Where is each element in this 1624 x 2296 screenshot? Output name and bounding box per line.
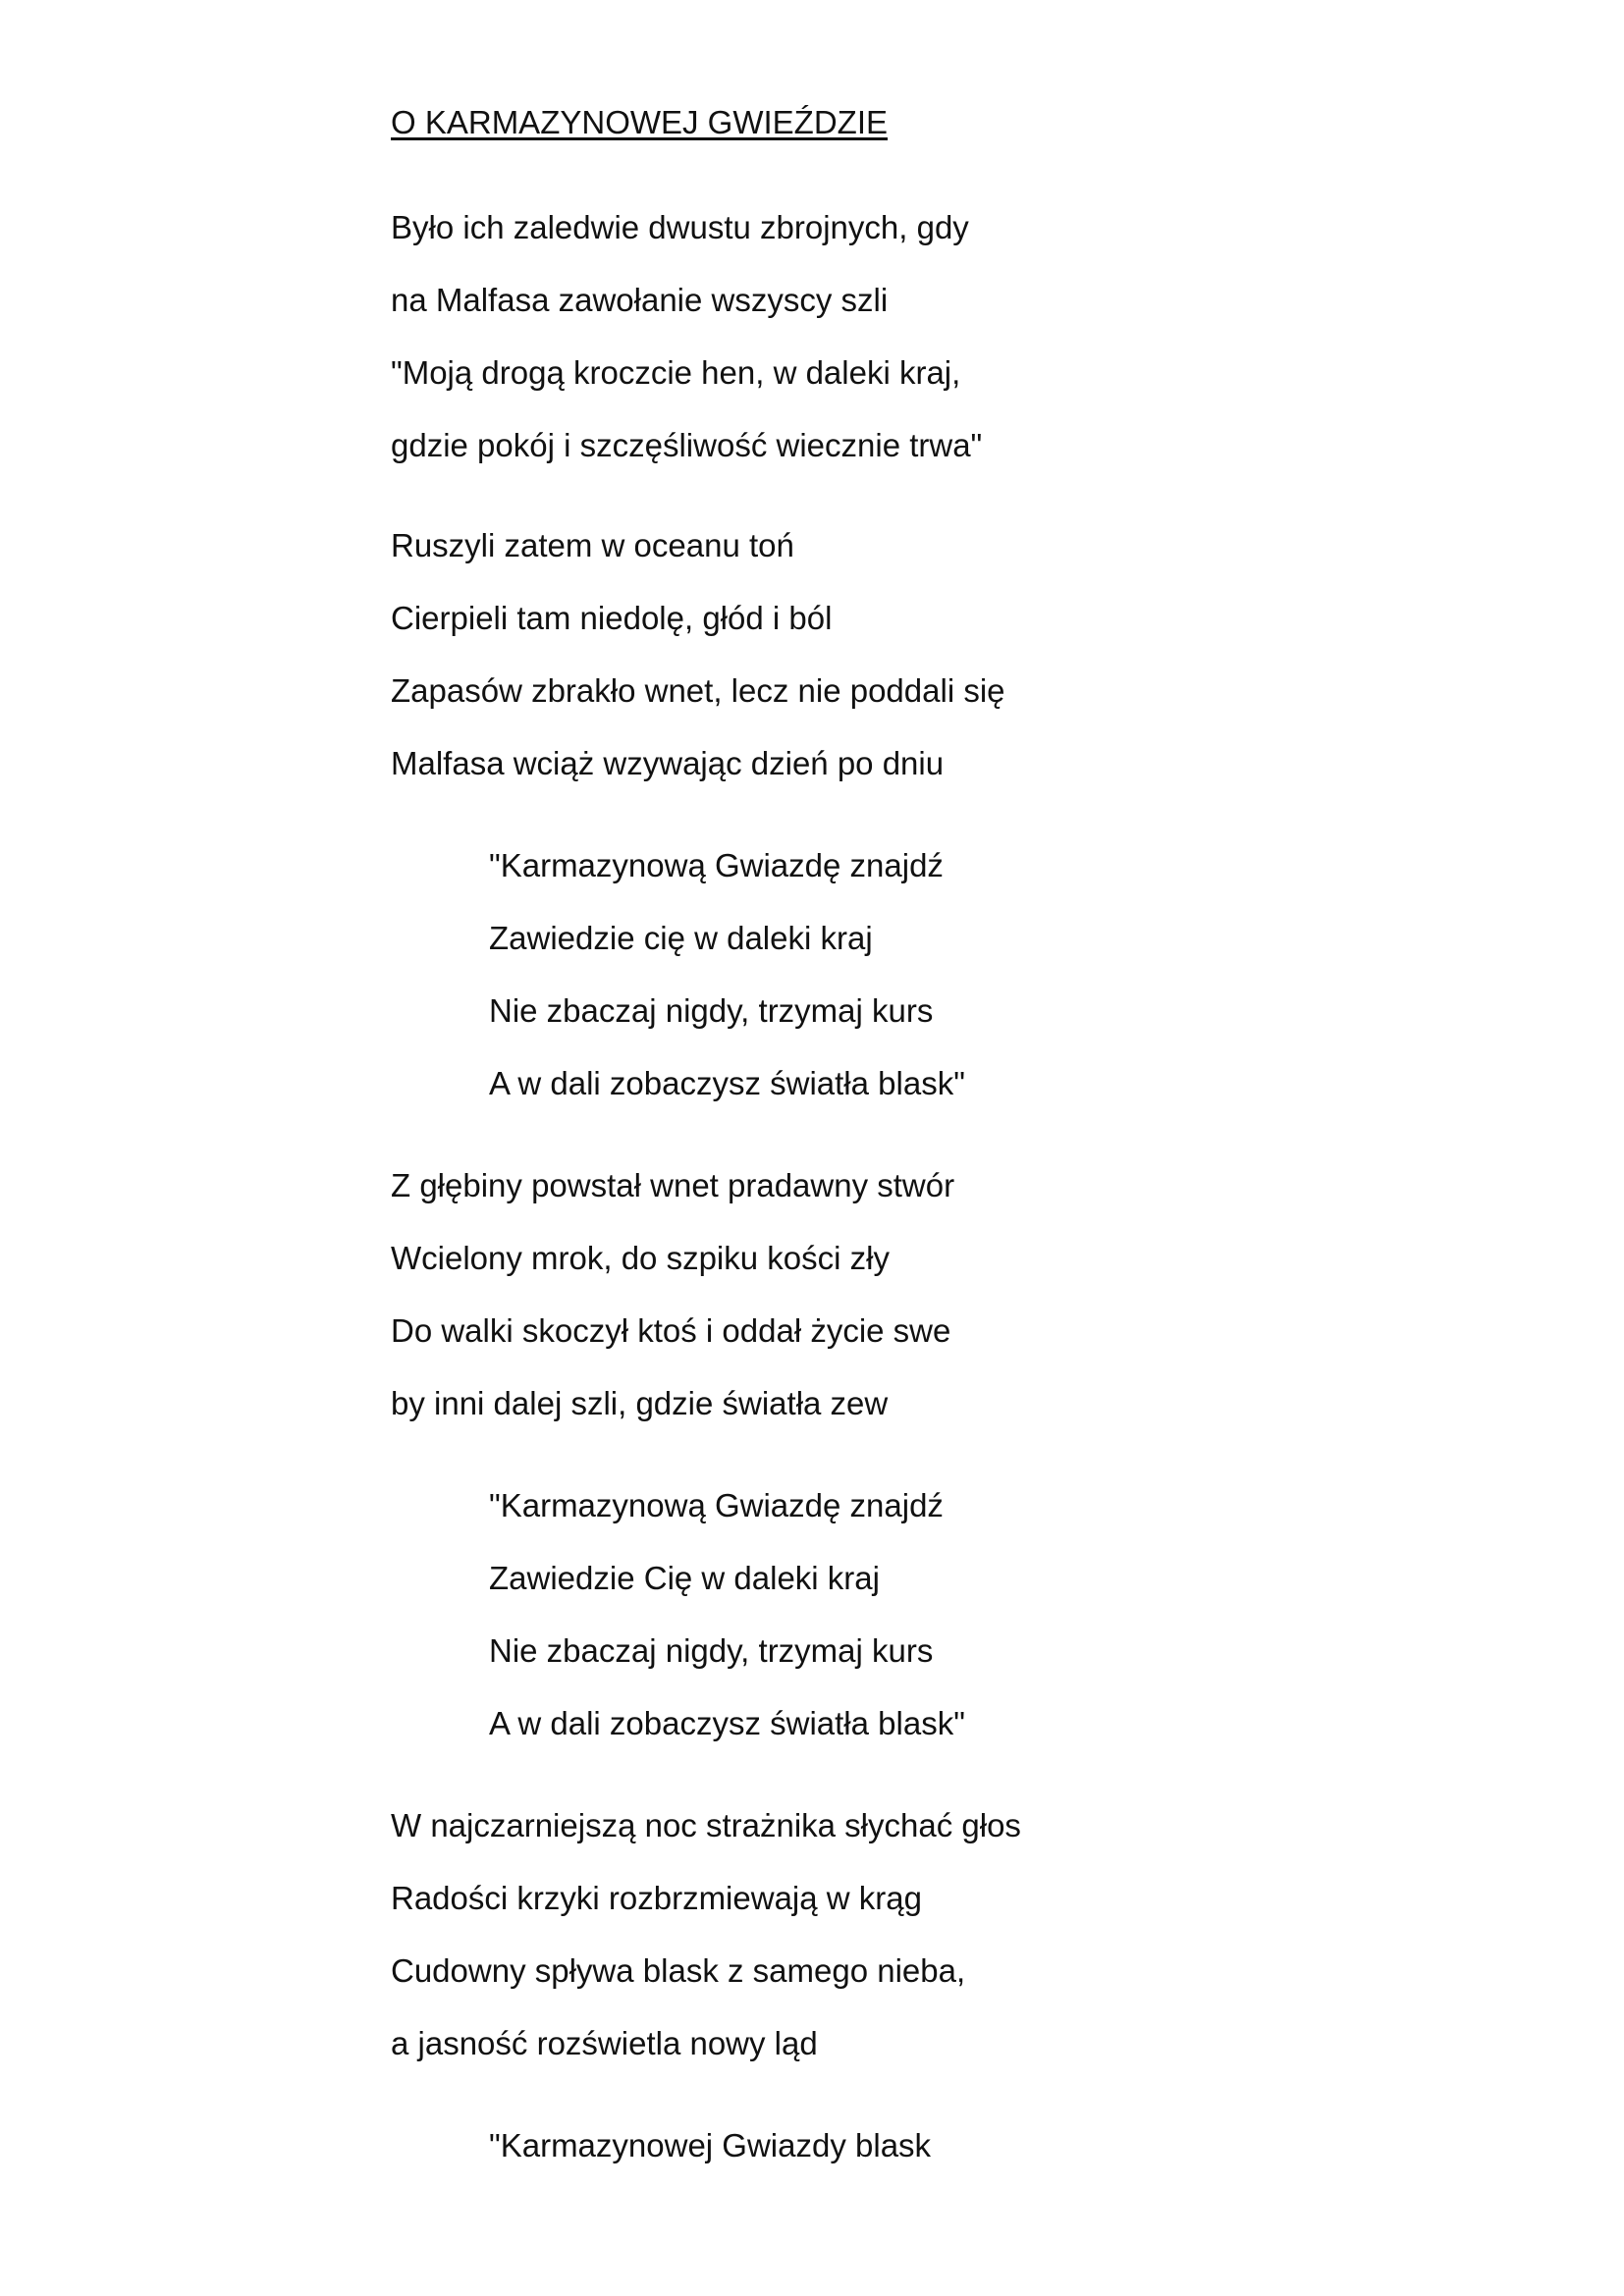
poem-line: A w dali zobaczysz światła blask": [489, 1705, 965, 1741]
poem-line: a jasność rozświetla nowy ląd: [391, 2025, 818, 2061]
poem-line: by inni dalej szli, gdzie światła zew: [391, 1385, 889, 1421]
poem-line: Radości krzyki rozbrzmiewają w krąg: [391, 1880, 922, 1916]
stanza-2: [391, 526, 1005, 817]
poem-line: Wcielony mrok, do szpiku kości zły: [391, 1240, 890, 1276]
stanza-4: [391, 1806, 1021, 2097]
poem-title: O KARMAZYNOWEJ GWIEŹDZIE: [391, 104, 889, 140]
poem-line: Było ich zaledwie dwustu zbrojnych, gdy: [391, 209, 969, 245]
poem-line: Cierpieli tam niedolę, głód i ból: [391, 600, 833, 636]
poem-line: Ruszyli zatem w oceanu toń: [391, 527, 794, 563]
poem-line: Malfasa wciąż wzywając dzień po dniu: [391, 745, 945, 781]
refrain-3: [489, 2126, 931, 2199]
poem-line: gdzie pokój i szczęśliwość wiecznie trwa": [391, 427, 983, 463]
poem-line: Do walki skoczył ktoś i oddał życie swe: [391, 1312, 951, 1349]
poem-line: Zawiedzie Cię w daleki kraj: [489, 1560, 880, 1596]
poem-line: "Moją drogą kroczcie hen, w daleki kraj,: [391, 354, 961, 391]
poem-line: na Malfasa zawołanie wszyscy szli: [391, 282, 889, 318]
poem-line: Zawiedzie cię w daleki kraj: [489, 920, 873, 956]
poem-line: Zapasów zbrakło wnet, lecz nie poddali się: [391, 672, 1005, 709]
stanza-1: [391, 208, 982, 499]
poem-line: Z głębiny powstał wnet pradawny stwór: [391, 1167, 955, 1203]
poem-line: A w dali zobaczysz światła blask": [489, 1065, 965, 1101]
poem-line: Cudowny spływa blask z samego nieba,: [391, 1952, 966, 1989]
poem-line: Nie zbaczaj nigdy, trzymaj kurs: [489, 1632, 934, 1669]
poem-line: "Karmazynowej Gwiazdy blask: [489, 2127, 932, 2163]
poem-line: W najczarniejszą noc strażnika słychać głos: [391, 1807, 1021, 1843]
refrain-2: [489, 1486, 965, 1777]
stanza-3: [391, 1166, 954, 1457]
refrain-1: [489, 846, 965, 1137]
poem-line: Nie zbaczaj nigdy, trzymaj kurs: [489, 992, 934, 1029]
poem-line: "Karmazynową Gwiazdę znajdź: [489, 1487, 944, 1523]
poem-line: "Karmazynową Gwiazdę znajdź: [489, 847, 944, 883]
